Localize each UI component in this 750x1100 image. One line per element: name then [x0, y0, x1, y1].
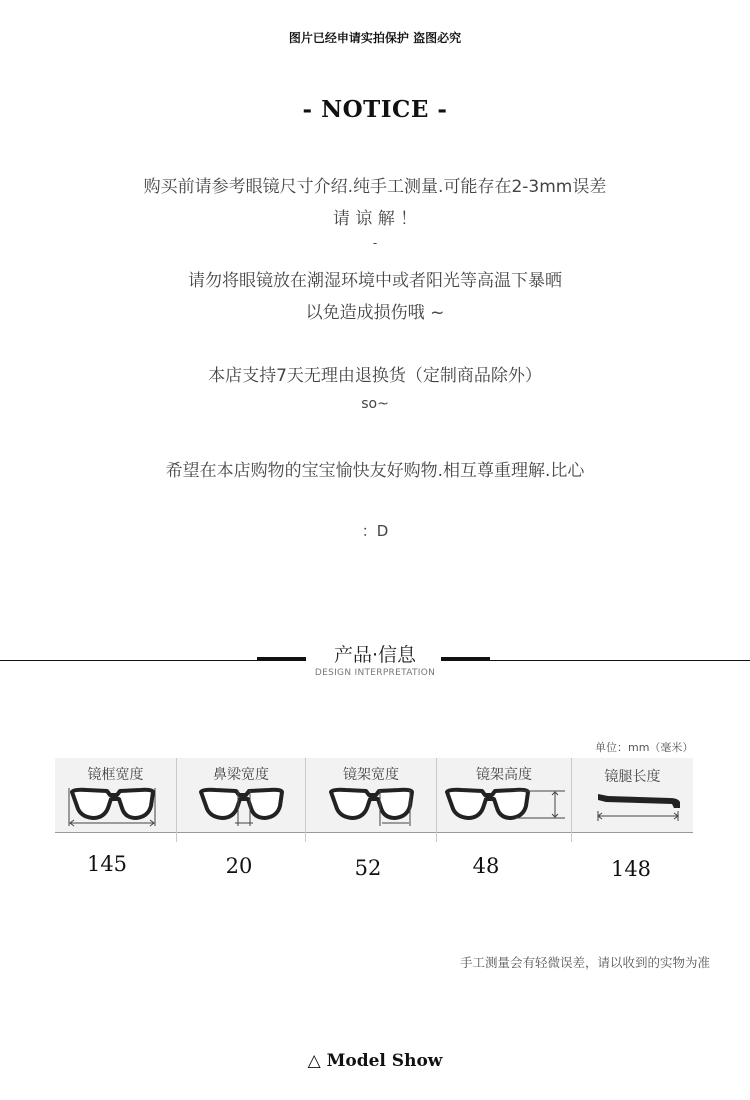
measurement-label: 镜架宽度 [343, 767, 399, 783]
notice-title: - NOTICE - [302, 96, 448, 123]
measurement-value-bridge-width: 20 [225, 854, 253, 878]
notice-line-returns: 本店支持7天无理由退换货（定制商品除外） [208, 366, 542, 386]
lens-height-icon [437, 786, 571, 830]
measurement-cell-lens-height [437, 758, 571, 842]
notice-line-so: so~ [361, 396, 389, 412]
lens-width-icon [306, 786, 436, 830]
notice-line-smiley: ：D [361, 522, 389, 540]
measurement-label: 镜架高度 [476, 767, 532, 783]
measurement-value-lens-height: 48 [472, 854, 500, 878]
measurement-cell-temple-length [572, 758, 693, 842]
product-info-heading: 产品·信息 [333, 644, 417, 666]
measurement-value-lens-width: 52 [354, 856, 382, 880]
notice-line-apology: 请 谅 解 ！ [332, 209, 418, 229]
model-show-heading: △ Model Show [307, 1051, 443, 1071]
measurement-cell-bridge-width [177, 758, 305, 842]
notice-line-measurement: 购买前请参考眼镜尺寸介绍.纯手工测量.可能存在2-3mm误差 [143, 177, 607, 197]
measurement-value-temple-length: 148 [610, 857, 652, 881]
measurement-disclaimer: 手工测量会有轻微误差，请以收到的实物为准 [459, 955, 710, 970]
measurement-cell-lens-width [306, 758, 436, 842]
measurement-table [55, 758, 693, 833]
measurement-label: 鼻梁宽度 [213, 767, 269, 783]
measurement-label: 镜框宽度 [87, 767, 144, 783]
measurement-cell-frame-width [55, 758, 176, 842]
measurement-label: 镜腿长度 [604, 769, 661, 785]
notice-line-care: 请勿将眼镜放在潮湿环境中或者阳光等高温下暴晒 [188, 271, 562, 291]
notice-line-damage: 以免造成损伤哦 ~ [305, 303, 445, 323]
temple-length-icon [572, 786, 693, 830]
frame-width-icon [55, 786, 176, 830]
measurement-value-frame-width: 145 [86, 852, 128, 876]
notice-line-wishes: 希望在本店购物的宝宝愉快友好购物.相互尊重理解.比心 [165, 461, 585, 481]
unit-note: 单位：mm（毫米） [595, 741, 694, 754]
product-info-subheading: DESIGN INTERPRETATION [314, 668, 436, 678]
protection-note: 图片已经申请实拍保护 盗图必究 [288, 31, 462, 45]
bridge-width-icon [177, 786, 305, 830]
notice-line-dash: - [372, 236, 378, 250]
